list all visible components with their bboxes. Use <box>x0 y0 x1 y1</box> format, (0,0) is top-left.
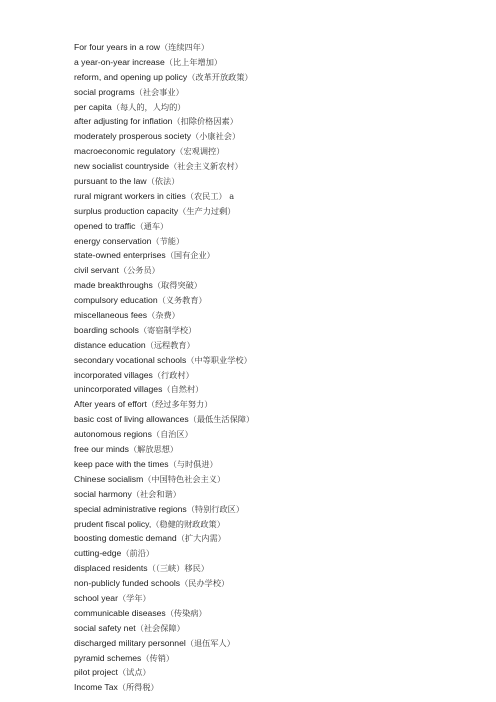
glossary-entry <box>74 651 434 666</box>
chinese-translation: （扣除价格因素） <box>172 116 238 127</box>
english-term: opened to traffic <box>74 220 136 231</box>
english-term: non-publicly funded schools <box>74 578 181 589</box>
chinese-translation: （小康社会） <box>191 131 241 142</box>
glossary-entry <box>74 204 434 219</box>
english-term: energy conservation <box>74 235 152 246</box>
chinese-translation: （（三峡）移民） <box>147 563 209 574</box>
glossary-entry <box>74 368 434 383</box>
english-term: social programs <box>74 86 135 97</box>
glossary-entry <box>74 576 434 591</box>
chinese-translation: （特别行政区） <box>186 503 245 514</box>
chinese-translation: （中等职业学校） <box>186 354 252 365</box>
english-term: prudent fiscal policy, <box>74 518 152 529</box>
glossary-entry <box>74 517 434 532</box>
chinese-translation: （国有企业） <box>165 250 215 261</box>
chinese-translation: （传销） <box>141 652 175 663</box>
english-term: free our minds <box>74 444 129 455</box>
chinese-translation: （试点） <box>117 667 151 678</box>
glossary-list <box>74 40 434 695</box>
chinese-translation: （义务教育） <box>157 295 207 306</box>
chinese-translation: （比上年增加） <box>164 56 223 67</box>
glossary-entry <box>74 263 434 278</box>
chinese-translation: （远程教育） <box>145 339 195 350</box>
english-term: incorporated villages <box>74 369 153 380</box>
chinese-translation: （社会事业） <box>134 86 184 97</box>
english-term: rural migrant workers in cities <box>74 190 186 201</box>
glossary-entry <box>74 397 434 412</box>
chinese-translation: （最低生活保障） <box>188 414 255 425</box>
glossary-entry <box>74 680 434 695</box>
english-term: compulsory education <box>74 295 158 306</box>
glossary-entry <box>74 487 434 502</box>
glossary-entry <box>74 85 434 100</box>
english-term: reform, and opening up policy <box>74 71 188 82</box>
glossary-entry <box>74 70 434 85</box>
chinese-translation: （通车） <box>135 220 169 231</box>
chinese-translation: （农民工） a <box>185 190 235 201</box>
chinese-translation: （学年） <box>117 592 151 603</box>
glossary-entry <box>74 665 434 680</box>
chinese-translation: （解放思想） <box>128 444 179 455</box>
chinese-translation: （社会保障） <box>135 622 185 633</box>
english-term: discharged military personnel <box>74 637 186 648</box>
glossary-entry <box>74 323 434 338</box>
chinese-translation: （社会和谐） <box>131 488 181 499</box>
chinese-translation: （改革开放政策） <box>187 71 253 82</box>
english-term: After years of effort <box>74 399 147 410</box>
english-term: new socialist countryside <box>74 161 170 172</box>
english-term: social harmony <box>74 488 132 499</box>
glossary-entry <box>74 174 434 189</box>
chinese-translation: （退伍军人） <box>185 637 235 648</box>
glossary-entry <box>74 427 434 442</box>
chinese-translation: （前沿） <box>121 548 155 559</box>
english-term: moderately prosperous society <box>74 131 192 142</box>
glossary-entry <box>74 353 434 368</box>
chinese-translation: （取得突破） <box>152 280 202 291</box>
glossary-entry <box>74 129 434 144</box>
glossary-entry <box>74 382 434 397</box>
english-term: communicable diseases <box>74 607 166 618</box>
chinese-translation: （中国特色社会主义） <box>143 473 226 484</box>
chinese-translation: （经过多年努力） <box>146 399 213 410</box>
chinese-translation: （民办学校） <box>180 578 230 589</box>
english-term: school year <box>74 592 118 603</box>
glossary-entry <box>74 442 434 457</box>
chinese-translation: （与时俱进） <box>168 458 218 469</box>
glossary-entry <box>74 278 434 293</box>
chinese-translation: （行政村） <box>152 369 194 380</box>
glossary-entry <box>74 606 434 621</box>
english-term: civil servant <box>74 265 119 276</box>
english-term: social safety net <box>74 622 136 633</box>
glossary-entry <box>74 621 434 636</box>
glossary-entry <box>74 219 434 234</box>
chinese-translation: （自治区） <box>151 429 193 440</box>
english-term: miscellaneous fees <box>74 310 148 321</box>
chinese-translation: （传染病） <box>165 607 207 618</box>
english-term: state-owned enterprises <box>74 250 166 261</box>
glossary-entry <box>74 55 434 70</box>
chinese-translation: （宏观调控） <box>175 146 225 157</box>
glossary-entry <box>74 114 434 129</box>
english-term: For four years in a row <box>74 42 160 52</box>
english-term: secondary vocational schools <box>74 354 187 365</box>
english-term: pursuant to the law <box>74 176 147 187</box>
english-term: a year-on-year increase <box>74 56 165 67</box>
english-term: boarding schools <box>74 324 139 335</box>
glossary-entry <box>74 159 434 174</box>
english-term: boosting domestic demand <box>74 533 177 544</box>
glossary-entry <box>74 561 434 576</box>
chinese-translation: （生产力过剩） <box>178 205 236 216</box>
english-term: keep pace with the times <box>74 458 169 469</box>
english-term: surplus production capacity <box>74 205 179 216</box>
glossary-entry <box>74 40 434 55</box>
english-term: cutting-edge <box>74 548 122 559</box>
glossary-entry <box>74 412 434 427</box>
glossary-entry <box>74 234 434 249</box>
chinese-translation: （连续四年） <box>159 42 210 52</box>
english-term: distance education <box>74 339 146 350</box>
glossary-entry <box>74 591 434 606</box>
glossary-entry <box>74 502 434 517</box>
english-term: autonomous regions <box>74 429 152 440</box>
glossary-entry <box>74 308 434 323</box>
english-term: special administrative regions <box>74 503 187 514</box>
glossary-entry <box>74 546 434 561</box>
english-term: after adjusting for inflation <box>74 116 173 127</box>
english-term: displaced residents <box>74 563 148 574</box>
glossary-entry <box>74 100 434 115</box>
glossary-entry <box>74 457 434 472</box>
glossary-entry <box>74 531 434 546</box>
english-term: Chinese socialism <box>74 473 144 484</box>
chinese-translation: （扩大内需） <box>176 533 226 544</box>
english-term: per capita <box>74 101 112 112</box>
chinese-translation: （寄宿制学校） <box>138 324 197 335</box>
glossary-entry <box>74 472 434 487</box>
chinese-translation: （节能） <box>151 235 185 246</box>
glossary-entry <box>74 144 434 159</box>
glossary-entry <box>74 189 434 204</box>
english-term: macroeconomic regulatory <box>74 146 176 157</box>
chinese-translation: （依法） <box>146 176 180 187</box>
chinese-translation: （所得税） <box>117 682 159 693</box>
english-term: Income Tax <box>74 682 118 693</box>
english-term: basic cost of living allowances <box>74 414 189 425</box>
chinese-translation: （每人的，人均的） <box>111 101 186 112</box>
english-term: unincorporated villages <box>74 384 163 395</box>
chinese-translation: （社会主义新农村） <box>169 161 243 172</box>
glossary-entry <box>74 338 434 353</box>
chinese-translation: （杂费） <box>147 310 180 321</box>
english-term: pyramid schemes <box>74 652 142 663</box>
chinese-translation: （稳健的财政政策） <box>151 518 225 529</box>
glossary-entry <box>74 293 434 308</box>
english-term: pilot project <box>74 667 118 678</box>
glossary-entry <box>74 248 434 263</box>
chinese-translation: （自然村） <box>162 384 204 395</box>
english-term: made breakthroughs <box>74 280 153 291</box>
glossary-entry <box>74 636 434 651</box>
chinese-translation: （公务员） <box>118 265 160 276</box>
